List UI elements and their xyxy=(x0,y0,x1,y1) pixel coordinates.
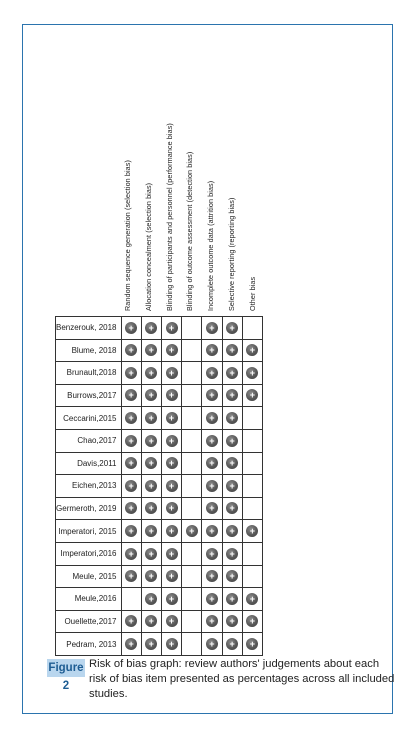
low-risk-icon: + xyxy=(166,615,178,627)
judgement-cell xyxy=(182,452,202,475)
judgement-cell xyxy=(202,588,222,611)
low-risk-icon: + xyxy=(206,412,218,424)
judgement-cell xyxy=(121,452,141,475)
low-risk-icon: + xyxy=(166,480,178,492)
figure-caption-text: Risk of bias graph: review authors' judgements about each risk of bias item presented as percentages across all included studies. xyxy=(89,658,395,700)
judgement-cell xyxy=(182,384,202,407)
judgement-cell xyxy=(182,429,202,452)
study-row xyxy=(56,452,263,475)
low-risk-icon: + xyxy=(125,480,137,492)
judgement-cell xyxy=(161,452,181,475)
low-risk-icon: + xyxy=(246,367,258,379)
low-risk-icon: + xyxy=(145,502,157,514)
low-risk-icon: + xyxy=(226,593,238,605)
low-risk-icon: + xyxy=(206,367,218,379)
low-risk-icon: + xyxy=(226,389,238,401)
low-risk-icon: + xyxy=(166,322,178,334)
study-name: Brunault,2018 xyxy=(56,362,122,385)
domain-header: Allocation concealment (selection bias) xyxy=(144,182,154,311)
judgement-cell xyxy=(141,317,161,340)
judgement-cell xyxy=(242,497,262,520)
low-risk-icon: + xyxy=(145,480,157,492)
low-risk-icon: + xyxy=(246,389,258,401)
low-risk-icon: + xyxy=(226,367,238,379)
judgement-cell xyxy=(182,588,202,611)
judgement-cell xyxy=(121,520,141,543)
judgement-cell xyxy=(202,565,222,588)
judgement-cell xyxy=(222,384,242,407)
low-risk-icon: + xyxy=(145,570,157,582)
study-name: Pedram, 2013 xyxy=(56,633,122,656)
low-risk-icon: + xyxy=(166,502,178,514)
judgement-cell xyxy=(182,565,202,588)
low-risk-icon: + xyxy=(226,570,238,582)
low-risk-icon: + xyxy=(145,593,157,605)
judgement-cell xyxy=(182,497,202,520)
domain-headers xyxy=(55,55,263,313)
low-risk-icon: + xyxy=(226,502,238,514)
low-risk-icon: + xyxy=(125,344,137,356)
judgement-cell xyxy=(202,407,222,430)
judgement-cell xyxy=(161,633,181,656)
judgement-cell xyxy=(202,542,222,565)
low-risk-icon: + xyxy=(226,638,238,650)
judgement-cell xyxy=(141,362,161,385)
risk-of-bias-table xyxy=(55,316,263,656)
low-risk-icon: + xyxy=(166,570,178,582)
risk-of-bias-grid xyxy=(55,55,263,672)
domain-header: Random sequence generation (selection bias) xyxy=(123,160,133,311)
low-risk-icon: + xyxy=(145,435,157,447)
judgement-cell xyxy=(242,565,262,588)
low-risk-icon: + xyxy=(125,367,137,379)
judgement-cell xyxy=(202,633,222,656)
low-risk-icon: + xyxy=(226,344,238,356)
judgement-cell xyxy=(161,429,181,452)
study-row xyxy=(56,407,263,430)
judgement-cell xyxy=(222,317,242,340)
judgement-cell xyxy=(182,520,202,543)
low-risk-icon: + xyxy=(206,570,218,582)
judgement-cell xyxy=(222,475,242,498)
judgement-cell xyxy=(202,317,222,340)
low-risk-icon: + xyxy=(125,457,137,469)
low-risk-icon: + xyxy=(125,638,137,650)
judgement-cell xyxy=(161,610,181,633)
low-risk-icon: + xyxy=(166,344,178,356)
low-risk-icon: + xyxy=(125,502,137,514)
judgement-cell xyxy=(222,588,242,611)
figure-label: Figure 2 xyxy=(47,659,85,677)
judgement-cell xyxy=(182,317,202,340)
low-risk-icon: + xyxy=(166,593,178,605)
judgement-cell xyxy=(182,542,202,565)
judgement-cell xyxy=(222,497,242,520)
study-row xyxy=(56,384,263,407)
judgement-cell xyxy=(121,610,141,633)
judgement-cell xyxy=(141,633,161,656)
low-risk-icon: + xyxy=(206,435,218,447)
judgement-cell xyxy=(202,362,222,385)
judgement-cell xyxy=(242,362,262,385)
study-name: Imperatori, 2015 xyxy=(56,520,122,543)
study-row xyxy=(56,429,263,452)
judgement-cell xyxy=(141,520,161,543)
judgement-cell xyxy=(182,362,202,385)
judgement-cell xyxy=(161,565,181,588)
domain-header: Blinding of outcome assessment (detection bias) xyxy=(185,151,195,311)
judgement-cell xyxy=(242,452,262,475)
study-name: Germeroth, 2019 xyxy=(56,497,122,520)
judgement-cell xyxy=(202,429,222,452)
judgement-cell xyxy=(222,407,242,430)
low-risk-icon: + xyxy=(145,344,157,356)
low-risk-icon: + xyxy=(125,615,137,627)
figure-caption xyxy=(47,657,399,705)
low-risk-icon: + xyxy=(166,367,178,379)
low-risk-icon: + xyxy=(226,457,238,469)
low-risk-icon: + xyxy=(145,615,157,627)
low-risk-icon: + xyxy=(145,389,157,401)
low-risk-icon: + xyxy=(226,548,238,560)
judgement-cell xyxy=(222,542,242,565)
low-risk-icon: + xyxy=(206,322,218,334)
judgement-cell xyxy=(161,475,181,498)
study-name: Meule,2016 xyxy=(56,588,122,611)
judgement-cell xyxy=(121,475,141,498)
judgement-cell xyxy=(182,610,202,633)
domain-header: Selective reporting (reporting bias) xyxy=(226,197,236,311)
low-risk-icon: + xyxy=(206,457,218,469)
low-risk-icon: + xyxy=(206,525,218,537)
judgement-cell xyxy=(242,633,262,656)
judgement-cell xyxy=(161,317,181,340)
low-risk-icon: + xyxy=(145,457,157,469)
judgement-cell xyxy=(141,384,161,407)
low-risk-icon: + xyxy=(206,502,218,514)
judgement-cell xyxy=(161,588,181,611)
judgement-cell xyxy=(202,452,222,475)
judgement-cell xyxy=(182,407,202,430)
judgement-cell xyxy=(161,384,181,407)
study-name: Imperatori,2016 xyxy=(56,542,122,565)
figure-frame xyxy=(22,24,393,714)
study-row xyxy=(56,339,263,362)
judgement-cell xyxy=(202,475,222,498)
study-name: Burrows,2017 xyxy=(56,384,122,407)
judgement-cell xyxy=(182,633,202,656)
low-risk-icon: + xyxy=(226,322,238,334)
low-risk-icon: + xyxy=(145,367,157,379)
judgement-cell xyxy=(202,497,222,520)
low-risk-icon: + xyxy=(246,525,258,537)
low-risk-icon: + xyxy=(125,322,137,334)
judgement-cell xyxy=(222,633,242,656)
judgement-cell xyxy=(222,565,242,588)
judgement-cell xyxy=(242,542,262,565)
study-row xyxy=(56,588,263,611)
judgement-cell xyxy=(182,339,202,362)
judgement-cell xyxy=(222,520,242,543)
low-risk-icon: + xyxy=(145,548,157,560)
study-row xyxy=(56,475,263,498)
low-risk-icon: + xyxy=(206,344,218,356)
study-row xyxy=(56,362,263,385)
low-risk-icon: + xyxy=(206,548,218,560)
judgement-cell xyxy=(242,384,262,407)
judgement-cell xyxy=(242,520,262,543)
judgement-cell xyxy=(141,588,161,611)
judgement-cell xyxy=(121,407,141,430)
judgement-cell xyxy=(141,497,161,520)
judgement-cell xyxy=(202,339,222,362)
study-name: Davis,2011 xyxy=(56,452,122,475)
low-risk-icon: + xyxy=(246,593,258,605)
study-row xyxy=(56,317,263,340)
judgement-cell xyxy=(121,565,141,588)
judgement-cell xyxy=(121,384,141,407)
judgement-cell xyxy=(121,429,141,452)
study-name: Benzerouk, 2018 xyxy=(56,317,122,340)
domain-header: Blinding of participants and personnel (performance bias) xyxy=(164,123,174,311)
low-risk-icon: + xyxy=(206,480,218,492)
judgement-cell xyxy=(242,407,262,430)
low-risk-icon: + xyxy=(226,435,238,447)
judgement-cell xyxy=(141,429,161,452)
low-risk-icon: + xyxy=(166,525,178,537)
judgement-cell xyxy=(242,610,262,633)
low-risk-icon: + xyxy=(145,525,157,537)
low-risk-icon: + xyxy=(166,457,178,469)
judgement-cell xyxy=(121,633,141,656)
low-risk-icon: + xyxy=(125,389,137,401)
low-risk-icon: + xyxy=(125,570,137,582)
judgement-cell xyxy=(141,407,161,430)
judgement-cell xyxy=(161,407,181,430)
judgement-cell xyxy=(141,452,161,475)
judgement-cell xyxy=(121,362,141,385)
study-name: Meule, 2015 xyxy=(56,565,122,588)
study-name: Ouellette,2017 xyxy=(56,610,122,633)
low-risk-icon: + xyxy=(226,525,238,537)
low-risk-icon: + xyxy=(226,412,238,424)
study-row xyxy=(56,542,263,565)
study-row xyxy=(56,610,263,633)
judgement-cell xyxy=(202,610,222,633)
low-risk-icon: + xyxy=(246,615,258,627)
judgement-cell xyxy=(242,339,262,362)
judgement-cell xyxy=(121,317,141,340)
study-name: Eichen,2013 xyxy=(56,475,122,498)
low-risk-icon: + xyxy=(145,322,157,334)
low-risk-icon: + xyxy=(166,412,178,424)
low-risk-icon: + xyxy=(246,638,258,650)
study-row xyxy=(56,633,263,656)
low-risk-icon: + xyxy=(125,435,137,447)
low-risk-icon: + xyxy=(125,548,137,560)
study-name: Blume, 2018 xyxy=(56,339,122,362)
domain-header: Incomplete outcome data (attrition bias) xyxy=(206,180,216,311)
low-risk-icon: + xyxy=(166,638,178,650)
judgement-cell xyxy=(121,497,141,520)
study-name: Chao,2017 xyxy=(56,429,122,452)
judgement-cell xyxy=(141,475,161,498)
study-row xyxy=(56,520,263,543)
study-row xyxy=(56,497,263,520)
judgement-cell xyxy=(121,542,141,565)
low-risk-icon: + xyxy=(226,480,238,492)
judgement-cell xyxy=(202,384,222,407)
low-risk-icon: + xyxy=(166,389,178,401)
judgement-cell xyxy=(222,362,242,385)
judgement-cell xyxy=(161,362,181,385)
judgement-cell xyxy=(242,588,262,611)
low-risk-icon: + xyxy=(206,615,218,627)
study-name: Ceccarini,2015 xyxy=(56,407,122,430)
judgement-cell xyxy=(121,339,141,362)
judgement-cell xyxy=(242,475,262,498)
judgement-cell xyxy=(202,520,222,543)
low-risk-icon: + xyxy=(125,525,137,537)
low-risk-icon: + xyxy=(186,525,198,537)
judgement-cell xyxy=(222,452,242,475)
low-risk-icon: + xyxy=(145,412,157,424)
domain-header: Other bias xyxy=(247,276,257,311)
judgement-cell xyxy=(161,339,181,362)
low-risk-icon: + xyxy=(246,344,258,356)
judgement-cell xyxy=(121,588,141,611)
judgement-cell xyxy=(141,565,161,588)
low-risk-icon: + xyxy=(206,389,218,401)
low-risk-icon: + xyxy=(166,548,178,560)
judgement-cell xyxy=(161,497,181,520)
low-risk-icon: + xyxy=(206,593,218,605)
judgement-cell xyxy=(182,475,202,498)
judgement-cell xyxy=(161,520,181,543)
low-risk-icon: + xyxy=(206,638,218,650)
judgement-cell xyxy=(141,339,161,362)
low-risk-icon: + xyxy=(166,435,178,447)
low-risk-icon: + xyxy=(145,638,157,650)
judgement-cell xyxy=(242,317,262,340)
judgement-cell xyxy=(222,429,242,452)
judgement-cell xyxy=(141,542,161,565)
study-row xyxy=(56,565,263,588)
judgement-cell xyxy=(222,339,242,362)
judgement-cell xyxy=(141,610,161,633)
low-risk-icon: + xyxy=(226,615,238,627)
judgement-cell xyxy=(222,610,242,633)
judgement-cell xyxy=(161,542,181,565)
judgement-cell xyxy=(242,429,262,452)
low-risk-icon: + xyxy=(125,412,137,424)
